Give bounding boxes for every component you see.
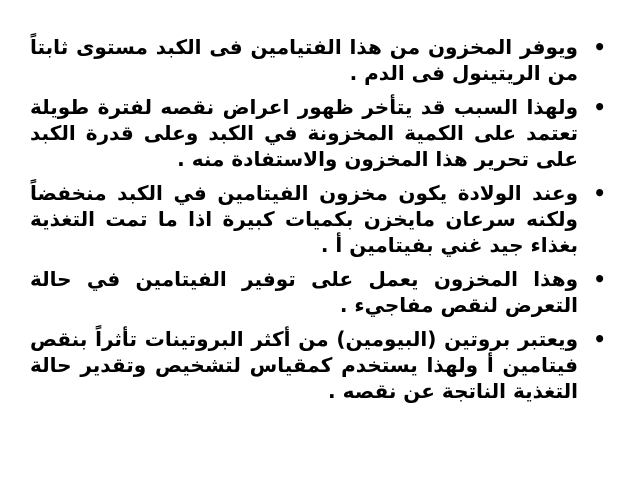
bullet-item-4 xyxy=(30,266,608,318)
bullet-text: وعند الولادة يكون مخزون الفيتامين في الكبد منخفضاً ولكنه سرعان مايخزن بكميات كبيرة اذا ما تمت التغذية بغذاء جيد غني بفيتامين أ . xyxy=(30,181,578,257)
bullet-list xyxy=(30,34,608,412)
bullet-item-2 xyxy=(30,94,608,172)
bullet-item-3 xyxy=(30,180,608,258)
bullet-text: وهذا المخزون يعمل على توفير الفيتامين في حالة التعرض لنقص مفاجيء . xyxy=(30,267,578,317)
bullet-item-1 xyxy=(30,34,608,86)
bullet-dot-icon: • xyxy=(593,35,606,59)
bullet-dot-icon: • xyxy=(593,327,606,351)
bullet-dot-icon: • xyxy=(593,181,606,205)
bullet-item-5 xyxy=(30,326,608,404)
bullet-text: ويعتبر بروتين (البيومين) من أكثر البروتينات تأثراً بنقص فيتامين أ ولهذا يستخدم كمقياس لتشخيص وتقدير حالة التغذية الناتجة عن نقصه . xyxy=(30,327,578,403)
bullet-dot-icon: • xyxy=(593,267,606,291)
bullet-dot-icon: • xyxy=(593,95,606,119)
bullet-text: ويوفر المخزون من هذا الفتيامين فى الكبد مستوى ثابتاً من الريتينول فى الدم . xyxy=(30,35,578,85)
bullet-text: ولهذا السبب قد يتأخر ظهور اعراض نقصه لفترة طويلة تعتمد على الكمية المخزونة في الكبد وعلى قدرة الكبد على تحرير هذا المخزون والاستفادة منه . xyxy=(30,95,578,171)
